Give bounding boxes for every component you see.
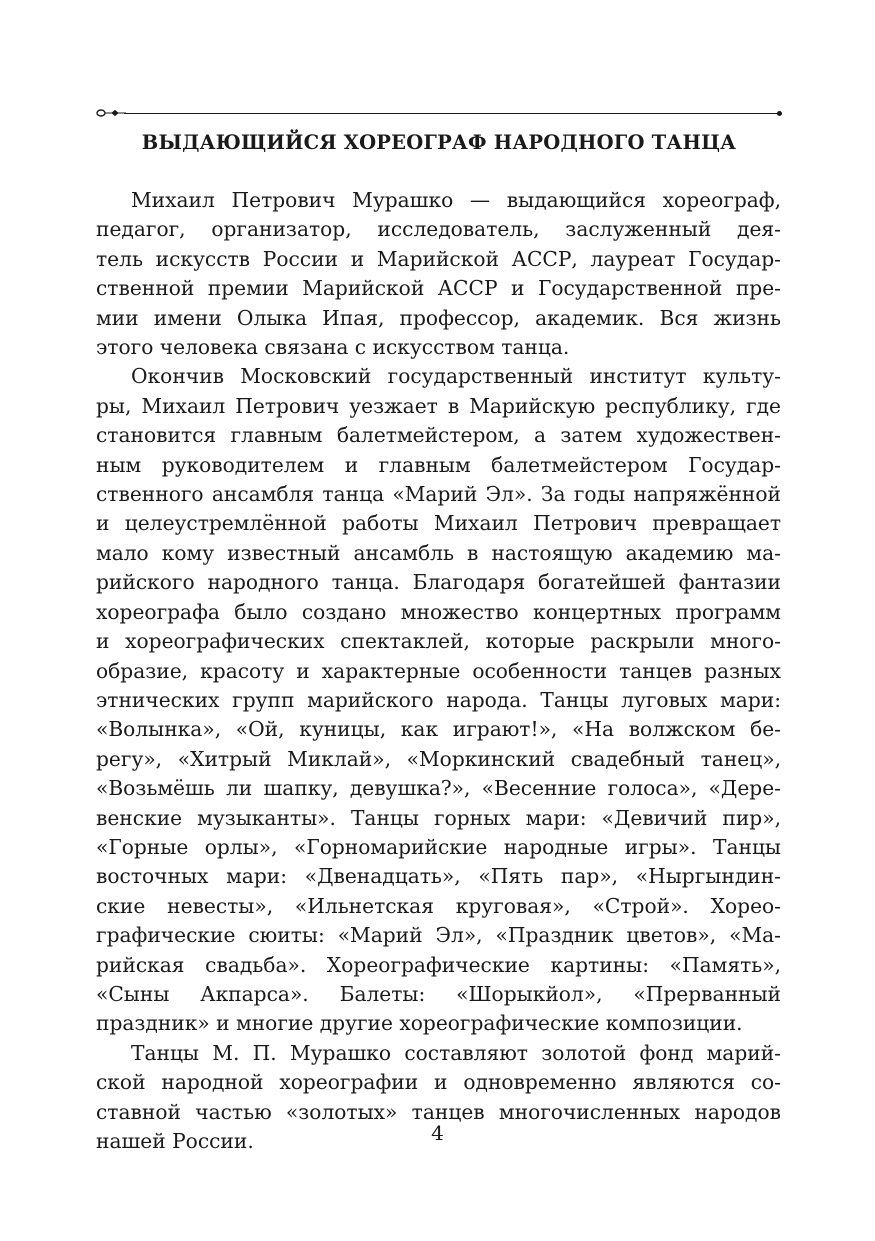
text-line: Танцы М. П. Мурашко составляют золотой фонд марий- xyxy=(131,1040,781,1065)
text-line: «Горные орлы», «Горномарийские народные игры». Танцы xyxy=(96,834,781,859)
page-title: ВЫДАЮЩИЙСЯ ХОРЕОГРАФ НАРОДНОГО ТАНЦА xyxy=(141,131,737,154)
divider-line xyxy=(124,113,778,114)
text-line: ным руководителем и главным балетмейстером Государ- xyxy=(96,452,781,477)
text-line: праздник» и многие другие хореографические композиции. xyxy=(96,1011,743,1036)
text-line: ставной частью «золотых» танцев многочисленных народов xyxy=(96,1099,781,1124)
text-line: ственной премии Марийской АССР и Государственной пре- xyxy=(96,276,781,301)
header-rule xyxy=(96,108,782,118)
text-line: «Возьмёшь ли шапку, девушка?», «Весенние голоса», «Дере- xyxy=(96,776,781,801)
text-line: рийская свадьба». Хореографические картины: «Память», xyxy=(96,952,781,977)
text-line: регу», «Хитрый Миклай», «Моркинский свадебный танец», xyxy=(96,746,781,771)
text-line: хореографа было создано множество концертных программ xyxy=(96,599,781,624)
text-line: графические сюиты: «Марий Эл», «Праздник цветов», «Ма- xyxy=(96,923,781,948)
text-line: мало кому известный ансамбль в настоящую академию ма- xyxy=(96,540,781,565)
text-line: нашей России. xyxy=(96,1129,254,1153)
text-line: этнических групп марийского народа. Танцы луговых мари: xyxy=(96,687,781,712)
text-line: образие, красоту и характерные особенности танцев разных xyxy=(96,658,781,683)
text-line: мии имени Олыка Ипая, профессор, академик. Вся жизнь xyxy=(96,305,781,330)
ornament-icon xyxy=(96,108,126,118)
text-line: ской народной хореографии и одновременно являются со- xyxy=(96,1070,781,1095)
text-line: и целеустремлённой работы Михаил Петрович превращает xyxy=(96,511,781,536)
text-line: рийского народного танца. Благодаря богатейшей фантазии xyxy=(96,570,781,595)
text-line: этого человека связана с искусством танца. xyxy=(96,335,570,360)
body-text xyxy=(96,186,781,1156)
divider-end-dot xyxy=(777,111,782,116)
page-number: 4 xyxy=(431,1121,444,1145)
text-line: ские невесты», «Ильнетская круговая», «Строй». Хорео- xyxy=(96,893,781,918)
text-line: становится главным балетмейстером, а затем художествен- xyxy=(96,423,781,448)
text-line: ственного ансамбля танца «Марий Эл». За годы напряжённой xyxy=(96,482,781,507)
paragraph xyxy=(96,362,781,1038)
text-line: венские музыканты». Танцы горных мари: «Девичий пир», xyxy=(96,805,781,830)
text-line: Михаил Петрович Мурашко — выдающийся хореограф, xyxy=(131,188,781,212)
text-line: Окончив Московский государственный институт культу- xyxy=(131,364,781,389)
text-line: восточных мари: «Двенадцать», «Пять пар», «Ныргындин- xyxy=(96,864,781,889)
paragraph xyxy=(96,186,781,362)
text-line: ры, Михаил Петрович уезжает в Марийскую республику, где xyxy=(96,393,781,418)
text-line: педагог, организатор, исследователь, заслуженный дея- xyxy=(96,217,781,242)
text-line: и хореографических спектаклей, которые раскрыли много- xyxy=(96,629,781,654)
text-line: тель искусств России и Марийской АССР, лауреат Государ- xyxy=(96,246,781,271)
text-line: «Сыны Акпарса». Балеты: «Шорыкйол», «Прерванный xyxy=(96,981,781,1006)
text-line: «Волынка», «Ой, куницы, как играют!», «На волжском бе- xyxy=(96,717,781,742)
